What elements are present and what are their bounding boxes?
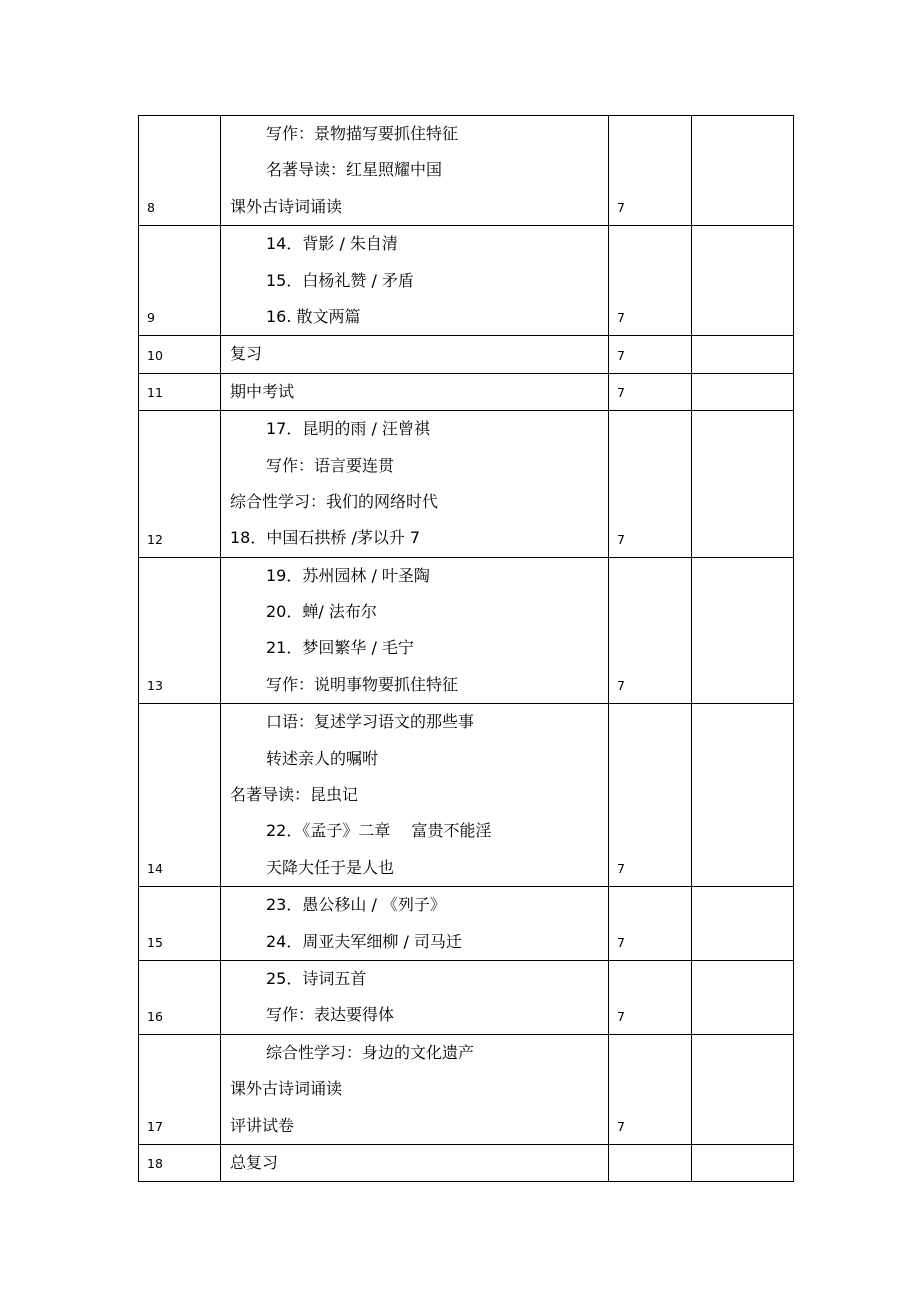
note-cell xyxy=(692,336,794,373)
lesson-content-cell xyxy=(221,336,609,373)
lesson-line: 综合性学习：身边的文化遗产 xyxy=(266,1042,475,1062)
note-cell xyxy=(692,960,794,1034)
lesson-line: 期中考试 xyxy=(230,381,295,401)
note-cell xyxy=(692,411,794,558)
week-number-cell: 12 xyxy=(139,411,221,558)
lesson-line: 24．周亚夫军细柳 / 司马迁 xyxy=(266,931,462,951)
lesson-content-cell xyxy=(221,116,609,226)
week-number-cell: 17 xyxy=(139,1034,221,1144)
week-number-cell: 15 xyxy=(139,887,221,961)
table-row xyxy=(139,887,794,961)
lesson-line: 23．愚公移山 / 《列子》 xyxy=(266,895,446,915)
lesson-line: 14．背影 / 朱自清 xyxy=(266,234,398,254)
lesson-content-cell xyxy=(221,887,609,961)
lesson-content-cell xyxy=(221,373,609,410)
class-hours-cell: 7 xyxy=(609,226,692,336)
schedule-body xyxy=(139,116,794,1182)
class-hours-cell: 7 xyxy=(609,704,692,887)
table-row xyxy=(139,411,794,558)
table-row xyxy=(139,116,794,226)
week-number-cell: 13 xyxy=(139,557,221,704)
lesson-line: 21．梦回繁华 / 毛宁 xyxy=(266,638,414,658)
lesson-content-cell xyxy=(221,704,609,887)
lesson-line: 写作：表达要得体 xyxy=(266,1005,395,1025)
note-cell xyxy=(692,116,794,226)
table-row xyxy=(139,336,794,373)
note-cell xyxy=(692,557,794,704)
lesson-line: 16. 散文两篇 xyxy=(266,306,361,326)
note-cell xyxy=(692,887,794,961)
lesson-line: 写作：说明事物要抓住特征 xyxy=(266,674,459,694)
lesson-line: 写作：景物描写要抓住特征 xyxy=(266,124,459,143)
week-number-cell: 16 xyxy=(139,960,221,1034)
lesson-line: 15．白杨礼赞 / 矛盾 xyxy=(266,270,414,290)
table-row xyxy=(139,704,794,887)
lesson-line: 总复习 xyxy=(230,1152,279,1172)
week-number-cell: 10 xyxy=(139,336,221,373)
week-number-cell: 9 xyxy=(139,226,221,336)
lesson-line: 课外古诗词诵读 xyxy=(230,1079,343,1099)
note-cell xyxy=(692,1034,794,1144)
class-hours-cell: 7 xyxy=(609,373,692,410)
lesson-line: 名著导读：红星照耀中国 xyxy=(266,160,443,180)
table-row xyxy=(139,373,794,410)
lesson-line: 20．蝉/ 法布尔 xyxy=(266,602,377,622)
lesson-line: 18．中国石拱桥 /茅以升 7 xyxy=(230,528,421,548)
note-cell xyxy=(692,226,794,336)
class-hours-cell: 7 xyxy=(609,116,692,226)
lesson-content-cell xyxy=(221,226,609,336)
class-hours-cell: 7 xyxy=(609,557,692,704)
class-hours-cell: 7 xyxy=(609,887,692,961)
lesson-line: 名著导读：昆虫记 xyxy=(230,785,359,805)
lesson-line: 写作：语言要连贯 xyxy=(266,455,395,475)
lesson-content-cell xyxy=(221,1144,609,1181)
table-row xyxy=(139,226,794,336)
class-hours-cell xyxy=(609,1144,692,1181)
note-cell xyxy=(692,1144,794,1181)
class-hours-cell: 7 xyxy=(609,960,692,1034)
lesson-line: 评讲试卷 xyxy=(230,1115,295,1135)
class-hours-cell: 7 xyxy=(609,336,692,373)
lesson-content-cell xyxy=(221,557,609,704)
lesson-content-cell xyxy=(221,960,609,1034)
lesson-line: 复习 xyxy=(230,344,263,364)
lesson-line: 课外古诗词诵读 xyxy=(230,196,343,216)
lesson-content-cell xyxy=(221,1034,609,1144)
lesson-line: 综合性学习：我们的网络时代 xyxy=(230,491,439,511)
lesson-line: 22．《孟子》二章 富贵不能淫 xyxy=(266,821,492,841)
week-number-cell: 8 xyxy=(139,116,221,226)
week-number-cell: 18 xyxy=(139,1144,221,1181)
week-number-cell: 14 xyxy=(139,704,221,887)
lesson-line: 天降大任于是人也 xyxy=(266,857,395,877)
table-row xyxy=(139,1144,794,1181)
lesson-content-cell xyxy=(221,411,609,558)
lesson-line: 口语：复述学习语文的那些事 xyxy=(266,712,475,732)
table-row xyxy=(139,960,794,1034)
note-cell xyxy=(692,373,794,410)
table-row xyxy=(139,557,794,704)
class-hours-cell: 7 xyxy=(609,1034,692,1144)
lesson-line: 25．诗词五首 xyxy=(266,968,367,988)
class-hours-cell: 7 xyxy=(609,411,692,558)
lesson-line: 转述亲人的嘱咐 xyxy=(266,748,379,768)
lesson-line: 17．昆明的雨 / 汪曾祺 xyxy=(266,419,430,439)
note-cell xyxy=(692,704,794,887)
lesson-line: 19．苏州园林 / 叶圣陶 xyxy=(266,565,430,585)
schedule-table xyxy=(138,115,794,1182)
week-number-cell: 11 xyxy=(139,373,221,410)
table-row xyxy=(139,1034,794,1144)
